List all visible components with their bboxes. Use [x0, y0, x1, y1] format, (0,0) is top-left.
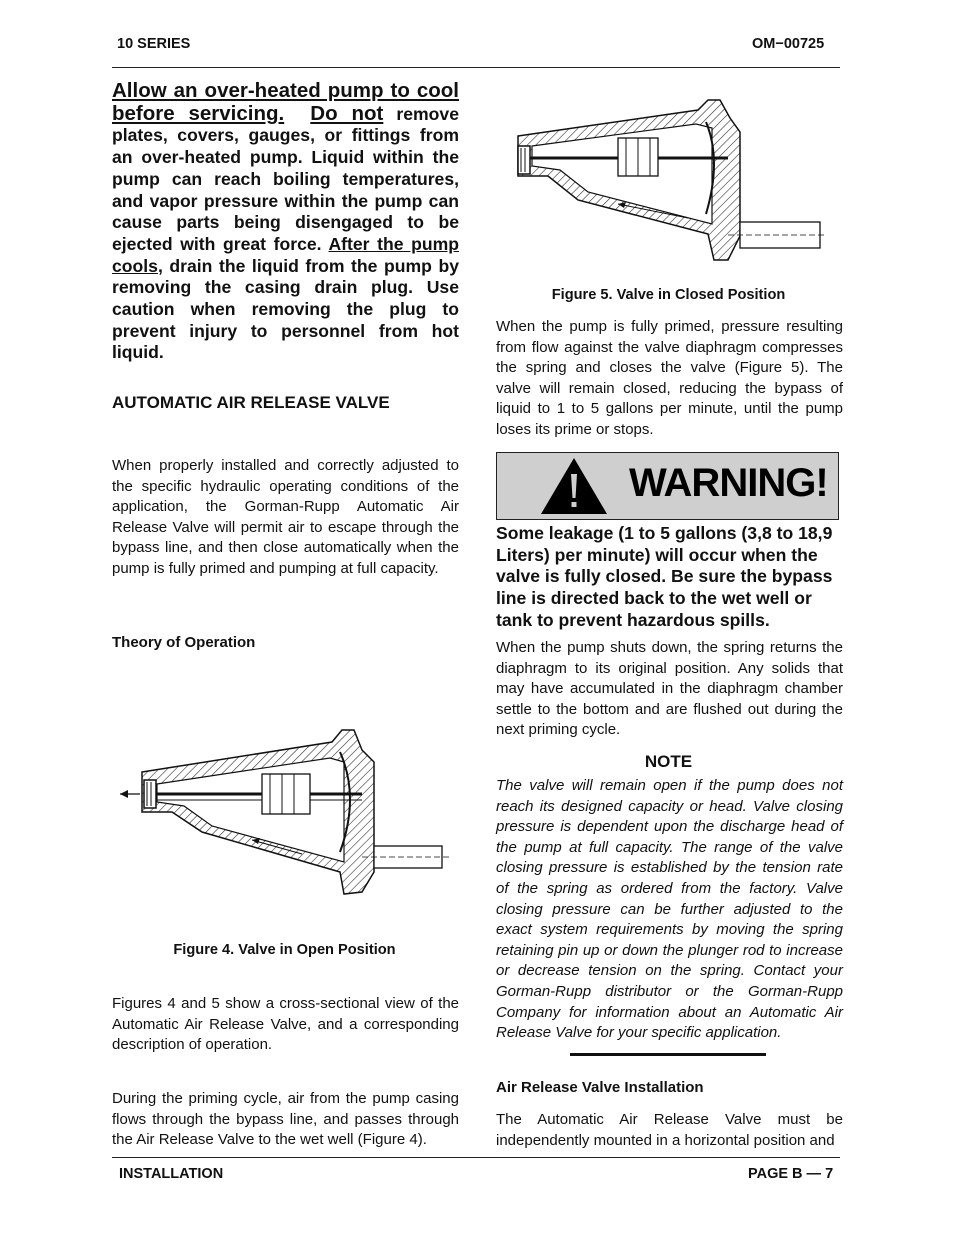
header-series: 10 SERIES: [117, 36, 191, 52]
caution-text-1: remove plates, covers, gauges, or fittings from an over-heated pump. Liquid within the pump can reach boiling temperatures, and vapor pressure within the pump can cause parts being disengaged to be ejected with great force.: [112, 103, 459, 254]
header-doc-number: OM−00725: [752, 36, 825, 52]
theory-title: Theory of Operation: [112, 634, 256, 651]
caution-block: [112, 80, 459, 364]
note-title: NOTE: [644, 752, 693, 771]
header-rule: [112, 67, 840, 68]
caution-text-2: , drain the liquid from the pump by removing the casing drain plug. Use caution when removing the plug to prevent injury to personnel from hot liquid.: [112, 255, 459, 363]
caution-lead-1: Allow an over-heated pump to cool before servicing: [112, 79, 459, 125]
primed-paragraph: When the pump is fully primed, pressure resulting from flow against the valve diaphragm compresses the spring and closes the valve (Figure 5). The valve will remain closed, reducing the bypass of liquid to 1 to 5 gallons per minute, until the pump loses its prime or stops.: [496, 318, 843, 438]
figure-4-valve-open-diagram: [112, 722, 457, 922]
warning-banner: [496, 452, 839, 520]
note-text: The valve will remain open if the pump does not reach its designed capacity or head. Valve closing pressure is dependent upon the discharge head of the pump at full capacity. The range of the valve closing pressure is established by the tension rate of the spring as ordered from the factory. Valve closing pressure can be further adjusted to the exact system requirements by moving the spring retaining pin up or down the plunger rod to increase or decrease tension on the spring. Contact your Gorman-Rupp distributor or the Gorman-Rupp Company for information about an Automatic Air Release Valve for your specific application.: [496, 777, 843, 1042]
caution-lead-dot: .: [278, 101, 285, 125]
caution-lead-2: Do not: [310, 101, 384, 125]
footer-rule: [112, 1157, 840, 1158]
figure-4-caption: Figure 4. Valve in Open Position: [173, 942, 396, 958]
figure-5-valve-closed-diagram: [508, 96, 828, 266]
shutdown-paragraph: When the pump shuts down, the spring returns the diaphragm to its original position. Any solids that may have accumulated in the diaphragm chamber settle to the bottom and are flushed out during the next priming cycle.: [496, 639, 843, 739]
figures-paragraph: Figures 4 and 5 show a cross-sectional view of the Automatic Air Release Valve, and a corresponding description of operation.: [112, 995, 459, 1054]
footer-page-number: PAGE B — 7: [748, 1166, 834, 1182]
warning-text: Some leakage (1 to 5 gallons (3,8 to 18,9 Liters) per minute) will occur when the valve is fully closed. Be sure the bypass line is directed back to the wet well or tank to prevent hazardous spills.: [496, 523, 833, 630]
caution-underline-2: After the pump cools: [112, 233, 459, 276]
note-end-rule: [570, 1053, 766, 1056]
warning-label: WARNING!: [629, 461, 828, 505]
figure-5-caption: Figure 5. Valve in Closed Position: [551, 287, 786, 303]
section-title: AUTOMATIC AIR RELEASE VALVE: [112, 393, 390, 412]
install-paragraph: The Automatic Air Release Valve must be independently mounted in a horizontal position and: [496, 1111, 843, 1149]
intro-paragraph: When properly installed and correctly adjusted to the specific hydraulic operating conditions of the application, the Gorman-Rupp Automatic Air Release Valve will permit air to escape through the bypass line, and then close automatically when the pump is fully primed and pumping at full capacity.: [112, 457, 459, 577]
warning-triangle-icon: [539, 456, 609, 516]
footer-section: INSTALLATION: [119, 1166, 224, 1182]
install-title: Air Release Valve Installation: [496, 1079, 704, 1096]
priming-paragraph: During the priming cycle, air from the pump casing flows through the bypass line, and passes through the Air Release Valve to the wet well (Figure 4).: [112, 1090, 459, 1149]
